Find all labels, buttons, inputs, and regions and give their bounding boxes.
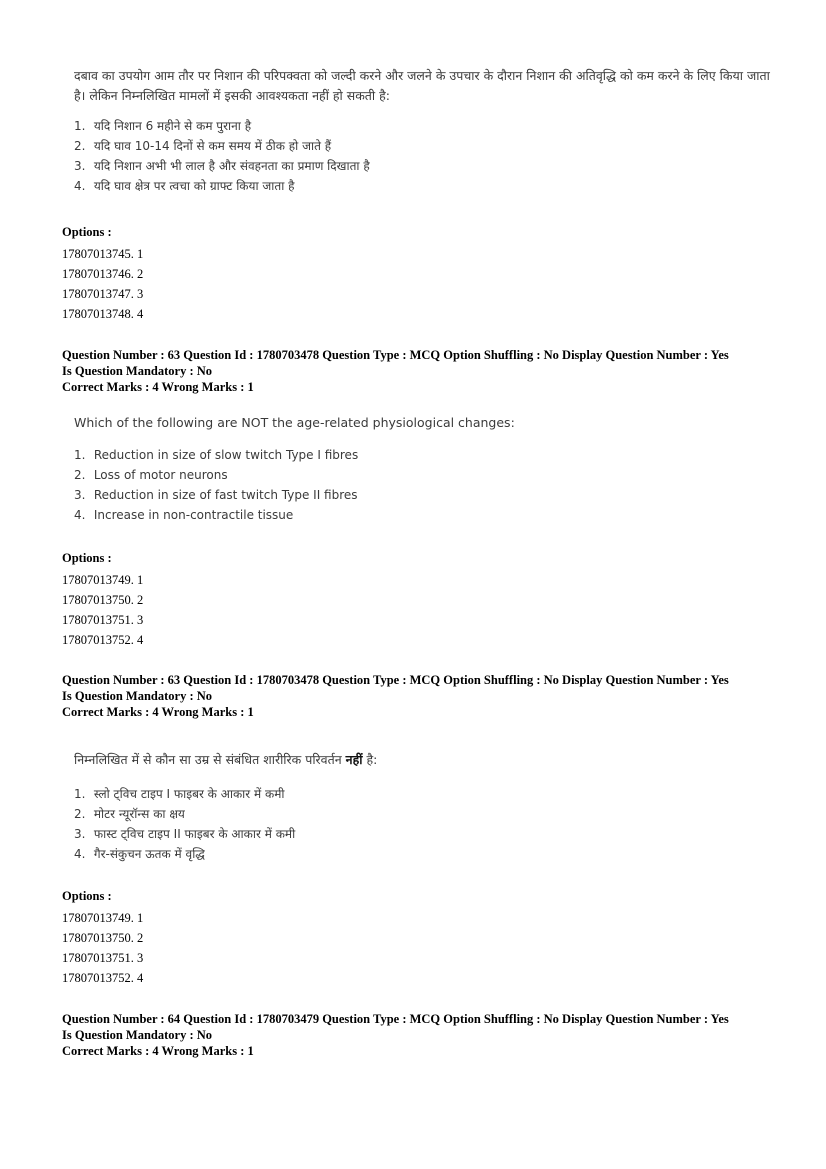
question-stem: दबाव का उपयोग आम तौर पर निशान की परिपक्वता को जल्दी करने और जलने के उपचार के दौरान निशान की अतिवृद्धि को कम करने के लिए किया जाता है। लेकिन निम्नलिखित मामलों में इसकी आवश्यकता नहीं हो सकती है: [74, 68, 770, 103]
question-statement-list [74, 784, 774, 864]
question-marks: Correct Marks : 4 Wrong Marks : 1 [62, 705, 254, 719]
question-mandatory: Is Question Mandatory : No [62, 689, 213, 703]
question-statement-list [74, 445, 774, 525]
statement-item: 2. यदि घाव 10-14 दिनों से कम समय में ठीक हो जाते हैं [74, 139, 332, 153]
question-marks: Correct Marks : 4 Wrong Marks : 1 [62, 380, 254, 394]
question-mandatory: Is Question Mandatory : No [62, 1028, 213, 1042]
question-meta [62, 1011, 777, 1059]
question-image-hindi-2 [74, 750, 774, 864]
option-row: 17807013750. 2 [62, 931, 144, 945]
option-row: 17807013747. 3 [62, 287, 144, 301]
option-row: 17807013752. 4 [62, 971, 144, 985]
question-image-hindi-1 [74, 66, 774, 196]
question-meta [62, 672, 777, 720]
options-label: Options : [62, 889, 112, 903]
statement-item: 2. Loss of motor neurons [74, 468, 228, 482]
option-row: 17807013746. 2 [62, 267, 144, 281]
option-row: 17807013749. 1 [62, 573, 144, 587]
option-row: 17807013745. 1 [62, 247, 144, 261]
statement-item: 1. स्लो ट्विच टाइप I फाइबर के आकार में कमी [74, 787, 285, 801]
option-row: 17807013751. 3 [62, 951, 144, 965]
statement-item: 3. यदि निशान अभी भी लाल है और संवहनता का प्रमाण दिखाता है [74, 159, 370, 173]
options-label: Options : [62, 225, 112, 239]
options-block [62, 224, 143, 324]
statement-item: 2. मोटर न्यूरॉन्स का क्षय [74, 807, 185, 821]
question-meta [62, 347, 777, 395]
emphasis-not: नहीं [345, 752, 363, 767]
option-row: 17807013752. 4 [62, 633, 144, 647]
options-block [62, 550, 143, 650]
option-row: 17807013750. 2 [62, 593, 144, 607]
statement-item: 4. गैर-संकुचन ऊतक में वृद्धि [74, 847, 205, 861]
question-meta-line: Question Number : 63 Question Id : 1780703478 Question Type : MCQ Option Shuffling : No Display Question Number : Yes [62, 348, 729, 362]
statement-item: 1. Reduction in size of slow twitch Type I fibres [74, 448, 359, 462]
question-mandatory: Is Question Mandatory : No [62, 364, 213, 378]
question-statement-list [74, 116, 774, 196]
option-row: 17807013749. 1 [62, 911, 144, 925]
statement-item: 4. यदि घाव क्षेत्र पर त्वचा को ग्राफ्ट किया जाता है [74, 179, 295, 193]
option-row: 17807013751. 3 [62, 613, 144, 627]
option-row: 17807013748. 4 [62, 307, 144, 321]
options-block [62, 888, 143, 988]
question-stem: Which of the following are NOT the age-related physiological changes: [74, 415, 515, 430]
statement-item: 1. यदि निशान 6 महीने से कम पुराना है [74, 119, 252, 133]
statement-item: 4. Increase in non-contractile tissue [74, 508, 294, 522]
question-meta-line: Question Number : 63 Question Id : 1780703478 Question Type : MCQ Option Shuffling : No Display Question Number : Yes [62, 673, 729, 687]
question-meta-line: Question Number : 64 Question Id : 1780703479 Question Type : MCQ Option Shuffling : No Display Question Number : Yes [62, 1012, 729, 1026]
statement-item: 3. Reduction in size of fast twitch Type II fibres [74, 488, 358, 502]
question-image-english [74, 413, 774, 525]
options-label: Options : [62, 551, 112, 565]
question-stem: निम्नलिखित में से कौन सा उम्र से संबंधित शारीरिक परिवर्तन नहीं है: [74, 752, 378, 767]
statement-item: 3. फास्ट ट्विच टाइप II फाइबर के आकार में कमी [74, 827, 296, 841]
question-marks: Correct Marks : 4 Wrong Marks : 1 [62, 1044, 254, 1058]
